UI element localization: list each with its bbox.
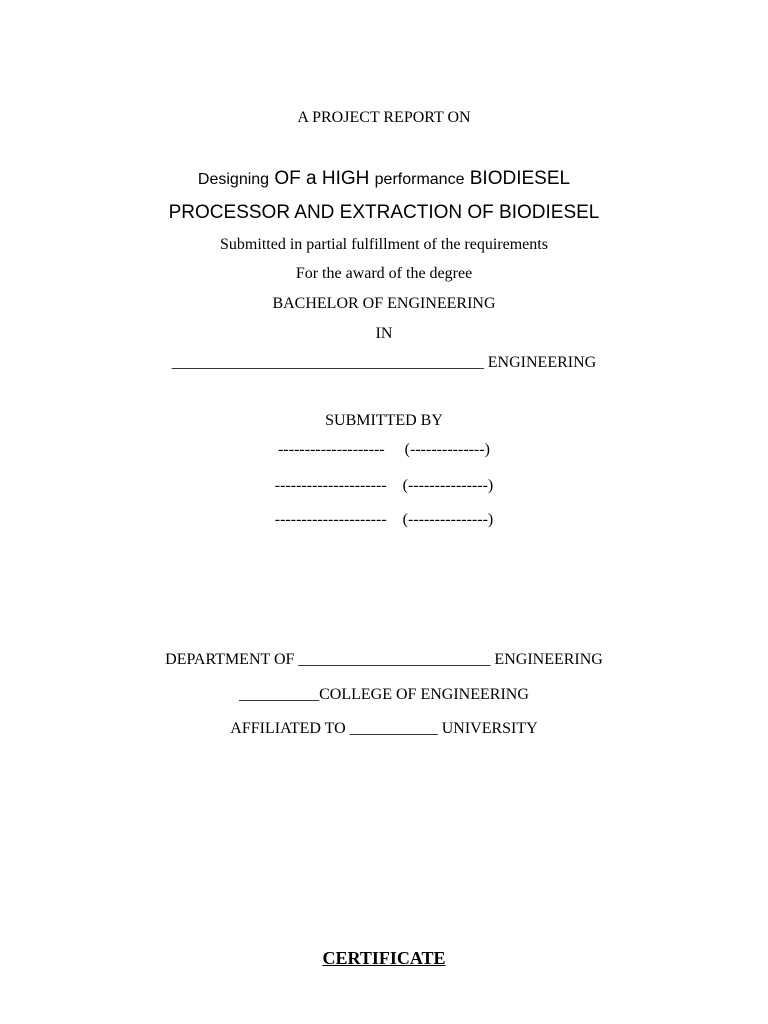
report-title-line1: [0, 169, 768, 188]
in-text: IN: [375, 325, 393, 342]
title-word-performance: performance: [374, 171, 465, 188]
branch-line: _______________________________________ ENGINEERING: [171, 354, 597, 371]
certificate-heading: CERTIFICATE: [322, 948, 446, 968]
title-word-biodiesel: BIODIESEL: [464, 168, 571, 189]
student-line-2: --------------------- (---------------): [274, 477, 494, 494]
title-words-of-a-high: OF a HIGH: [269, 168, 375, 189]
report-heading: A PROJECT REPORT ON: [297, 109, 471, 126]
student-line-3: --------------------- (---------------): [274, 511, 494, 528]
department-line: DEPARTMENT OF ________________________ ENGINEERING: [165, 651, 603, 668]
submitted-by-heading: SUBMITTED BY: [325, 412, 443, 429]
award-text: For the award of the degree: [295, 265, 473, 282]
submitted-in-text: Submitted in partial fulfillment of the requirements: [220, 236, 548, 253]
student-line-1: -------------------- (--------------): [278, 441, 490, 458]
report-title-line2: PROCESSOR AND EXTRACTION OF BIODIESEL: [168, 202, 600, 223]
college-line: __________COLLEGE OF ENGINEERING: [239, 686, 529, 703]
affiliation-line: AFFILIATED TO ___________ UNIVERSITY: [230, 720, 538, 737]
degree-text: BACHELOR OF ENGINEERING: [272, 295, 496, 312]
title-word-designing: Designing: [197, 171, 270, 188]
